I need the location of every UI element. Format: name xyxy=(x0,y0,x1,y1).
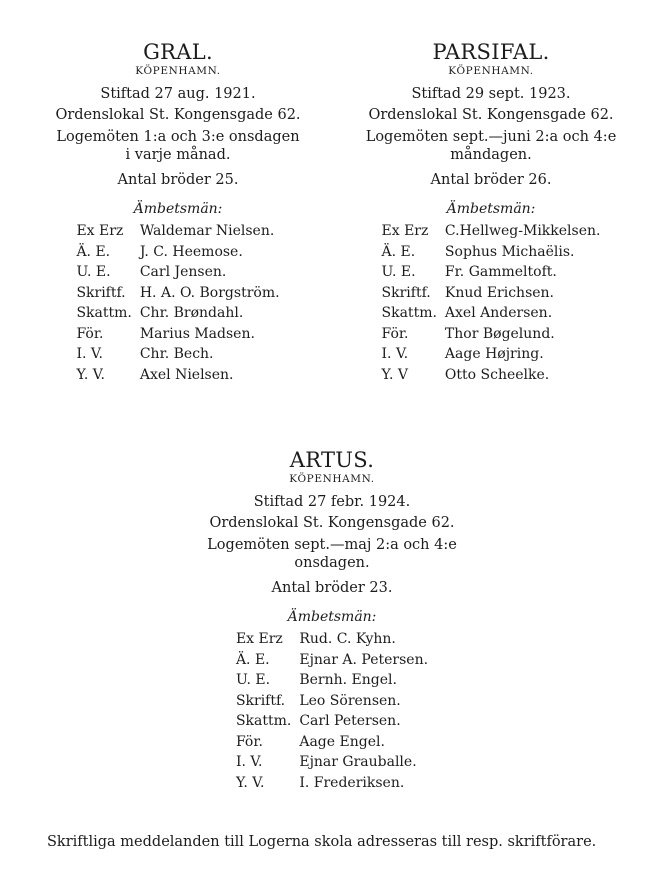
lodge-premises: Ordenslokal St. Kongensgade 62. xyxy=(209,515,455,531)
officers-heading: Ämbetsmän: xyxy=(446,201,536,217)
officer-row xyxy=(382,365,601,386)
officer-row xyxy=(236,711,428,732)
officer-name: Aage Engel. xyxy=(299,733,385,750)
officer-row xyxy=(76,344,279,365)
founded-date: Stiftad 29 sept. 1923. xyxy=(411,86,571,102)
lodge-artus xyxy=(180,448,484,793)
officers-heading: Ämbetsmän: xyxy=(287,609,377,625)
founded-date: Stiftad 27 aug. 1921. xyxy=(100,86,256,102)
officer-title: För. xyxy=(76,325,104,342)
lodge-parsifal xyxy=(350,40,632,385)
officers-list xyxy=(236,629,428,793)
officer-name: Chr. Bech. xyxy=(139,346,214,362)
meeting-line-1: Logemöten sept.—maj 2:a och 4:e xyxy=(207,537,457,553)
officer-title: Ä. E. xyxy=(76,243,111,260)
officer-row xyxy=(236,732,428,753)
officer-title: Ä. E. xyxy=(381,243,416,260)
officer-name: Leo Sörensen. xyxy=(299,692,401,709)
officer-row xyxy=(382,344,601,365)
officer-title: Skattm. xyxy=(381,305,437,321)
brother-count: Antal bröder 25. xyxy=(117,172,239,188)
officer-row xyxy=(76,242,279,263)
officer-row xyxy=(76,221,279,242)
officer-name: Axel Nielsen. xyxy=(139,366,234,383)
officer-name: Marius Madsen. xyxy=(139,325,255,342)
officer-title: För. xyxy=(235,733,263,750)
officer-title: Ä. E. xyxy=(235,651,270,668)
officer-name: Sophus Michaëlis. xyxy=(444,243,575,260)
lodge-name: ARTUS. xyxy=(289,448,375,472)
officer-title: Ex Erz xyxy=(235,631,283,647)
officer-name: Waldemar Nielsen. xyxy=(139,223,275,239)
officer-title: Skattm. xyxy=(76,305,132,321)
officer-title: U. E. xyxy=(381,264,416,280)
officer-row xyxy=(382,324,601,345)
officers-list xyxy=(382,221,601,385)
officer-row xyxy=(236,691,428,712)
officer-row xyxy=(236,670,428,691)
lodge-city: KÖPENHAMN. xyxy=(448,65,534,77)
officer-title: I. V. xyxy=(76,346,103,362)
officer-name: Fr. Gammeltoft. xyxy=(444,264,557,280)
officer-row xyxy=(382,221,601,242)
officer-title: U. E. xyxy=(235,672,271,688)
lodge-gral xyxy=(40,40,316,385)
officer-name: Carl Jensen. xyxy=(139,264,227,280)
officer-row xyxy=(236,773,428,794)
meeting-line-2: i varje månad. xyxy=(125,147,231,163)
officer-name: Aage Højring. xyxy=(444,346,544,362)
officer-name: Thor Bøgelund. xyxy=(444,325,555,342)
officer-title: Y. V xyxy=(381,366,408,383)
officer-title: För. xyxy=(381,325,409,342)
officer-name: J. C. Heemose. xyxy=(139,243,243,260)
officer-row xyxy=(236,629,428,650)
meeting-line-2: måndagen. xyxy=(450,147,532,163)
officer-title: Skattm. xyxy=(235,713,292,729)
officer-name: Bernh. Engel. xyxy=(299,672,397,688)
officer-row xyxy=(236,650,428,671)
founded-date: Stiftad 27 febr. 1924. xyxy=(253,494,411,510)
officer-row xyxy=(382,242,601,263)
officer-title: Y. V. xyxy=(235,774,265,791)
officer-name: Ejnar Grauballe. xyxy=(299,754,417,770)
meeting-schedule xyxy=(180,536,484,572)
officer-row xyxy=(76,324,279,345)
lodge-city: KÖPENHAMN. xyxy=(135,65,221,77)
officer-name: Axel Andersen. xyxy=(444,305,553,321)
brother-count: Antal bröder 23. xyxy=(271,580,393,596)
officer-row xyxy=(76,262,279,283)
lodge-premises: Ordenslokal St. Kongensgade 62. xyxy=(368,107,614,123)
meeting-line-1: Logemöten 1:a och 3:e onsdagen xyxy=(56,129,300,145)
officer-title: Ex Erz xyxy=(381,223,429,239)
officer-title: Y. V. xyxy=(76,366,105,383)
meeting-schedule xyxy=(40,128,316,164)
lodge-name: GRAL. xyxy=(143,40,213,64)
officer-name: Otto Scheelke. xyxy=(444,366,550,383)
officers-heading: Ämbetsmän: xyxy=(133,201,223,217)
officer-name: H. A. O. Borgström. xyxy=(139,284,280,301)
officers-list xyxy=(76,221,279,385)
meeting-line-1: Logemöten sept.—juni 2:a och 4:e xyxy=(365,129,617,145)
lodge-city: KÖPENHAMN. xyxy=(289,473,375,485)
officer-row xyxy=(236,752,428,773)
officer-row xyxy=(382,303,601,324)
officer-row xyxy=(76,365,279,386)
officer-name: Knud Erichsen. xyxy=(444,284,555,301)
officer-name: Ejnar A. Petersen. xyxy=(299,651,429,668)
lodge-premises: Ordenslokal St. Kongensgade 62. xyxy=(55,107,301,123)
lodge-name: PARSIFAL. xyxy=(432,40,550,64)
officer-title: U. E. xyxy=(76,264,111,280)
officer-name: C.Hellweg-Mikkelsen. xyxy=(444,223,601,239)
footer-note: Skriftliga meddelanden till Logerna skola adresseras till resp. skriftförare. xyxy=(47,834,597,850)
officer-title: Skriftf. xyxy=(235,692,286,709)
officer-row xyxy=(382,283,601,304)
officer-row xyxy=(382,262,601,283)
officer-name: Chr. Brøndahl. xyxy=(139,305,244,321)
officer-name: I. Frederiksen. xyxy=(299,774,405,791)
officer-title: Skriftf. xyxy=(381,284,431,301)
officer-title: I. V. xyxy=(235,754,263,770)
meeting-line-2: onsdagen. xyxy=(294,555,370,571)
officer-title: I. V. xyxy=(381,346,409,362)
officer-title: Skriftf. xyxy=(76,284,126,301)
officer-row xyxy=(76,283,279,304)
officer-name: Carl Petersen. xyxy=(299,713,401,729)
officer-name: Rud. C. Kyhn. xyxy=(299,631,396,647)
officer-title: Ex Erz xyxy=(76,223,124,239)
meeting-schedule xyxy=(350,128,632,164)
brother-count: Antal bröder 26. xyxy=(430,172,552,188)
officer-row xyxy=(76,303,279,324)
